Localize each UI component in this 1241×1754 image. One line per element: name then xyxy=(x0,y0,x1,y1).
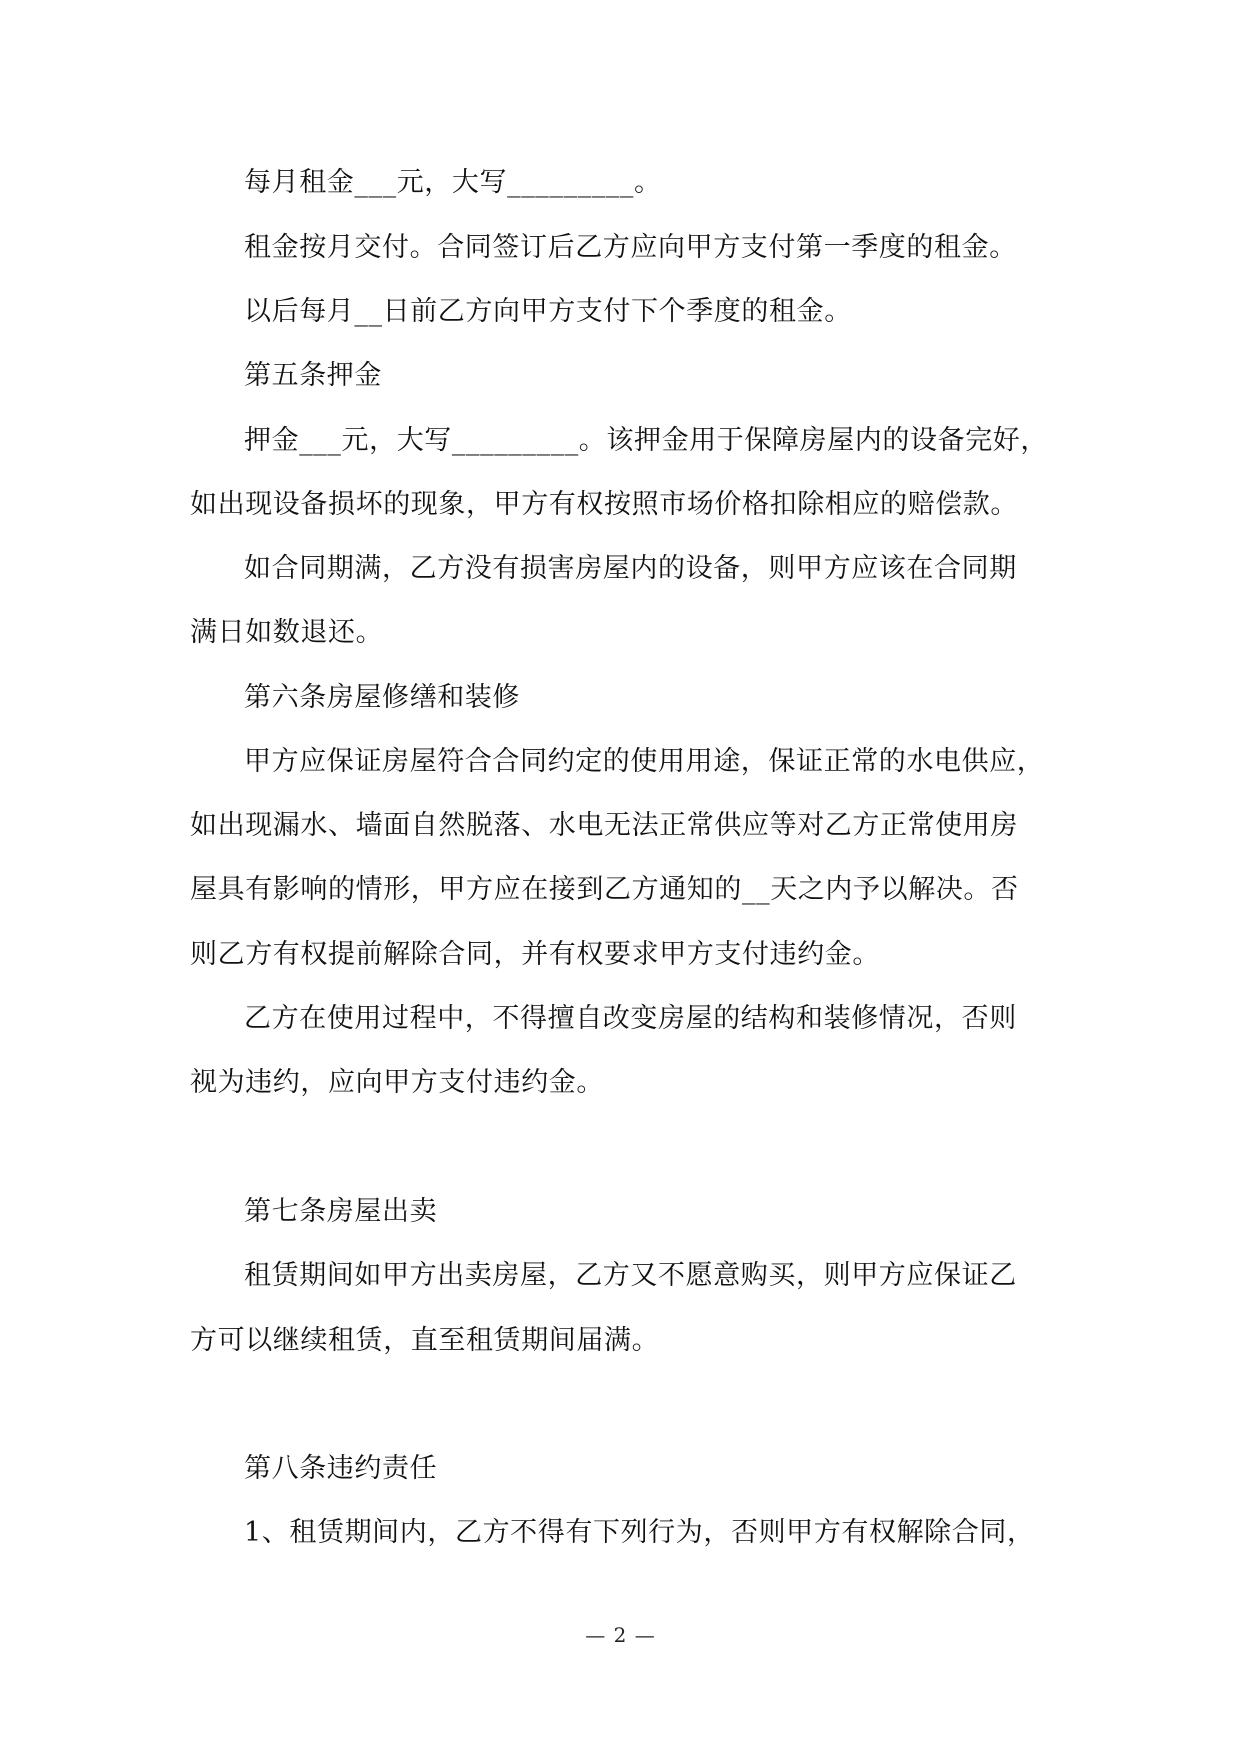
text-line: 以后每月__日前乙方向甲方支付下个季度的租金。 xyxy=(244,296,852,327)
section-heading: 第六条房屋修缮和装修 xyxy=(244,682,520,713)
text-line: 如出现设备损坏的现象，甲方有权按照市场价格扣除相应的赔偿款。 xyxy=(190,489,1018,520)
section-heading: 第八条违约责任 xyxy=(244,1453,438,1484)
text-line: 如出现漏水、墙面自然脱落、水电无法正常供应等对乙方正常使用房 xyxy=(190,810,1018,841)
text-line: 则乙方有权提前解除合同，并有权要求甲方支付违约金。 xyxy=(190,939,880,970)
text-line: 每月租金___元，大写_________。 xyxy=(244,167,662,198)
page-number: — 2 — xyxy=(585,1623,656,1647)
text-line: 租赁期间如甲方出卖房屋，乙方又不愿意购买，则甲方应保证乙 xyxy=(244,1260,1017,1291)
text-line: 屋具有影响的情形，甲方应在接到乙方通知的__天之内予以解决。否 xyxy=(190,874,1019,905)
text-line: 视为违约，应向甲方支付违约金。 xyxy=(190,1067,604,1098)
text-line: 押金___元，大写_________。该押金用于保障房屋内的设备完好， xyxy=(244,425,1048,456)
text-line: 乙方在使用过程中，不得擅自改变房屋的结构和装修情况，否则 xyxy=(244,1003,1017,1034)
text-line: 甲方应保证房屋符合合同约定的使用用途，保证正常的水电供应， xyxy=(244,746,1045,777)
section-heading: 第五条押金 xyxy=(244,360,382,391)
text-line: 方可以继续租赁，直至租赁期间届满。 xyxy=(190,1325,660,1356)
text-line: 满日如数退还。 xyxy=(190,617,384,648)
text-line: 1、租赁期间内，乙方不得有下列行为，否则甲方有权解除合同， xyxy=(244,1517,1035,1548)
text-line: 租金按月交付。合同签订后乙方应向甲方支付第一季度的租金。 xyxy=(244,232,1017,263)
text-line: 如合同期满，乙方没有损害房屋内的设备，则甲方应该在合同期 xyxy=(244,553,1017,584)
section-heading: 第七条房屋出卖 xyxy=(244,1196,438,1227)
